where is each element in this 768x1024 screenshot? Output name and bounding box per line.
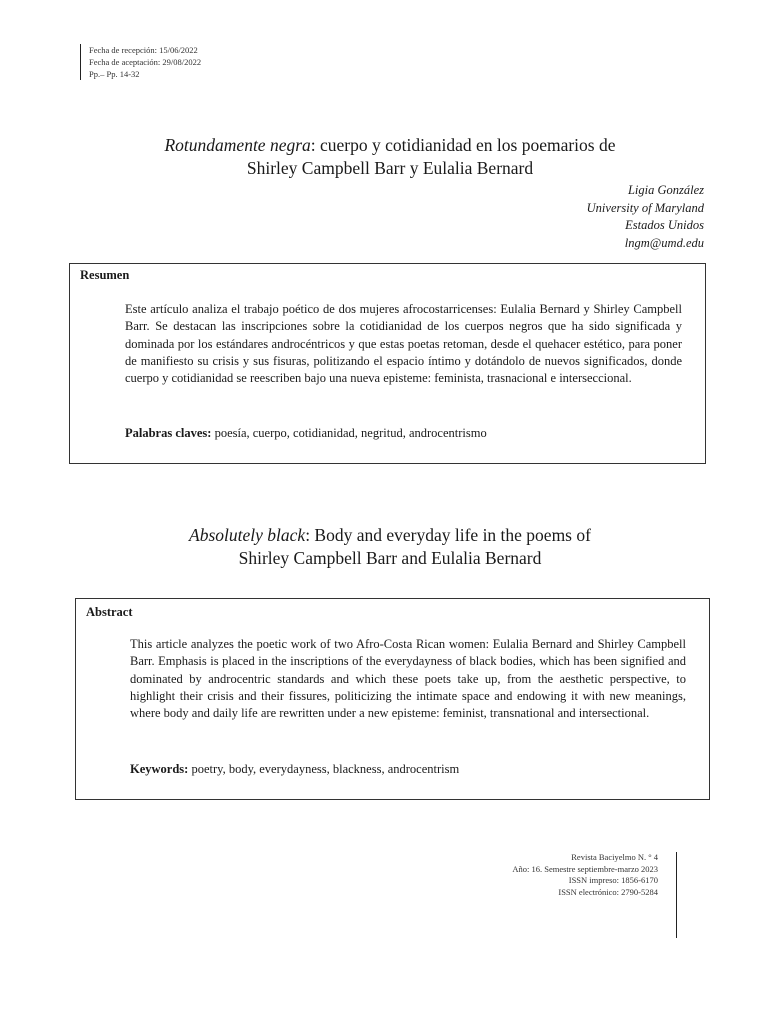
journal-year: Año: 16. Semestre septiembre-marzo 2023 [512, 863, 658, 874]
resumen-heading: Resumen [80, 268, 130, 282]
author-block [587, 182, 704, 252]
issn-online: ISSN electrónico: 2790-5284 [558, 886, 658, 897]
resumen-keywords-label: Palabras claves: [125, 426, 212, 440]
title-english-italic: Absolutely black [189, 525, 306, 545]
reception-date: Fecha de recepción: 15/06/2022 [89, 45, 198, 55]
abstract-box [75, 598, 710, 800]
abstract-keywords [130, 762, 459, 777]
journal-info [512, 852, 677, 938]
abstract-keywords-label: Keywords: [130, 762, 189, 776]
title-spanish-line2: Shirley Campbell Barr y Eulalia Bernard [246, 158, 534, 178]
title-spanish-rest: : cuerpo y cotidianidad en los poemarios de [310, 135, 616, 155]
abstract-heading: Abstract [86, 605, 133, 619]
acceptance-date: Fecha de aceptación: 29/08/2022 [89, 57, 202, 67]
title-english-line2: Shirley Campbell Barr and Eulalia Bernard [238, 548, 542, 568]
resumen-keywords-list: poesía, cuerpo, cotidianidad, negritud, androcentrismo [211, 426, 487, 440]
publication-dates [80, 44, 201, 80]
author-affiliation: University of Maryland [586, 200, 704, 215]
resumen-box [69, 263, 706, 464]
title-english-line1 [60, 524, 720, 547]
abstract-body: This article analyzes the poetic work of two Afro-Costa Rican women: Eulalia Bernard and Shirley Campbell Barr. Emphasis is placed in the inscriptions of the everydayness of black bodies, which has been signified and dominated by androcentric standards and which these poets take up, from the aesthetic perspective, to highlight their crisis and their fissures, politicizing the intimate space and endowing it with new meanings, where body and daily life are rewritten under a new episteme: feminist, transnational and intersectional. [130, 637, 686, 721]
title-spanish-italic: Rotundamente negra [164, 135, 311, 155]
resumen-body: Este artículo analiza el trabajo poético de dos mujeres afrocostarricenses: Eulalia Bernard y Shirley Campbell Barr. Se destacan las inscripciones sobre la cotidianidad de los cuerpos negros que ha sido significada y dominada por los estándares androcéntricos y que estas poetas retoman, desde el quehacer estético, para poner de manifiesto su crisis y sus fisuras, politizando el espacio íntimo y dotándolo de nuevos significados, donde cuerpo y cotidianidad se reescriben bajo una nueva episteme: feminista, trasnacional e interseccional. [125, 302, 682, 386]
author-country: Estados Unidos [625, 218, 704, 232]
issn-print: ISSN impreso: 1856-6170 [568, 875, 658, 885]
page-range: Pp.– Pp. 14-32 [89, 69, 140, 79]
title-english [60, 524, 720, 570]
title-spanish [60, 134, 720, 180]
resumen-keywords [125, 426, 487, 441]
title-english-rest: : Body and everyday life in the poems of [305, 525, 591, 545]
author-name: Ligia González [627, 183, 704, 197]
abstract-keywords-list: poetry, body, everydayness, blackness, androcentrism [188, 762, 460, 776]
title-spanish-line1 [60, 134, 720, 157]
author-email: lngm@umd.edu [624, 235, 704, 250]
journal-name: Revista Baciyelmo N. ° 4 [571, 852, 658, 862]
